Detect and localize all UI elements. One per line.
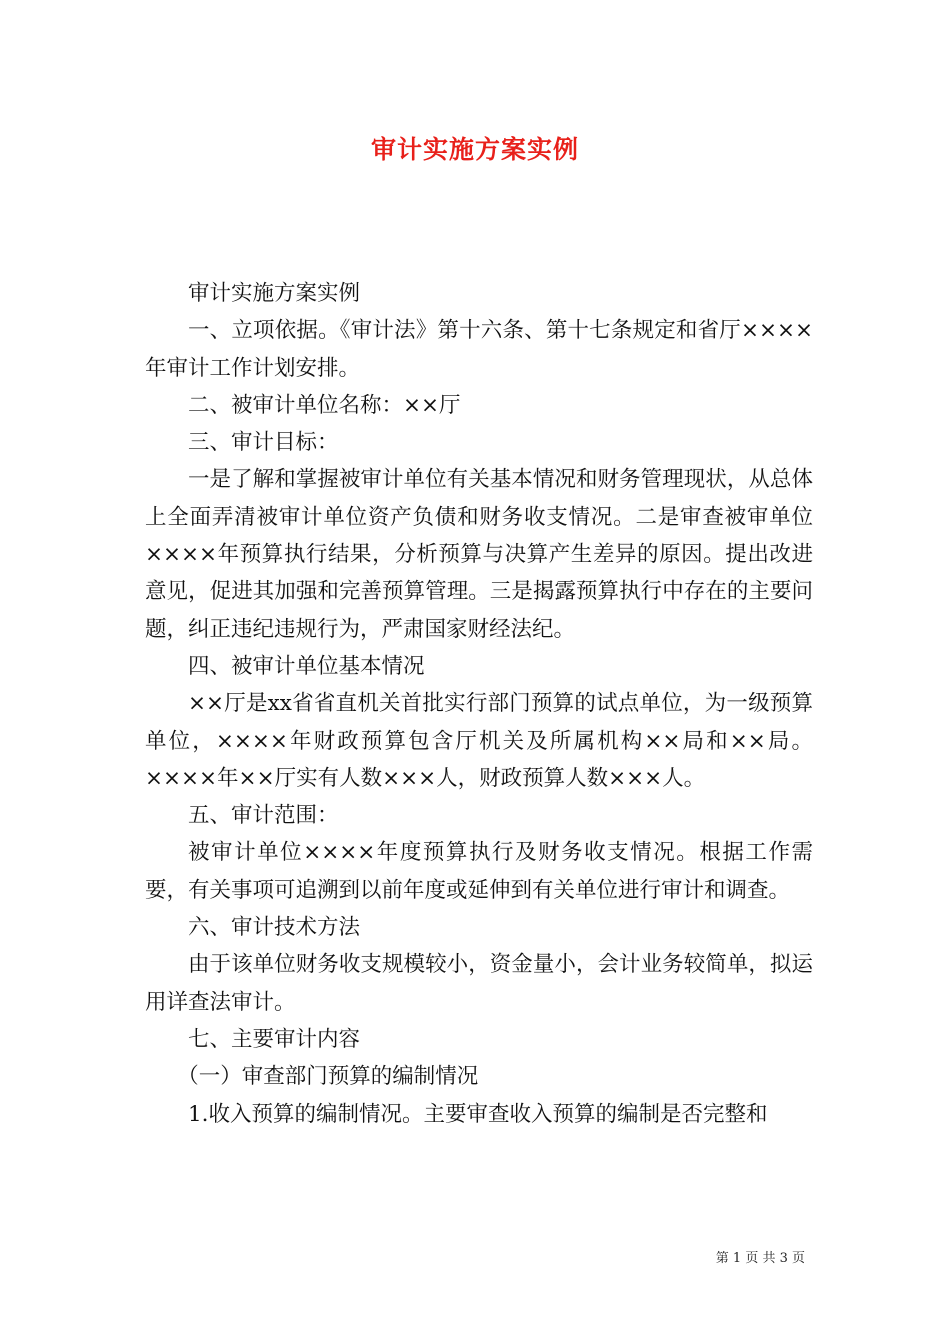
- paragraph-subsection-1: （一）审查部门预算的编制情况: [177, 1064, 479, 1090]
- paragraph-methods: 由于该单位财务收支规模较小，资金量小，会计业务较简单，拟运用详查法审计。: [145, 952, 813, 1015]
- paragraph-content-heading: 七、主要审计内容: [188, 1026, 361, 1052]
- paragraph-scope-heading: 五、审计范围：: [188, 803, 339, 829]
- paragraph-basic-info-heading: 四、被审计单位基本情况: [188, 653, 425, 679]
- paragraph-item-1: 1.收入预算的编制情况。主要审查收入预算的编制是否完整和: [188, 1101, 768, 1127]
- paragraph-basic-info: ××厅是xx省省直机关首批实行部门预算的试点单位，为一级预算单位，××××年财政预算包含厅机关及所属机构××局和××局。××××年××厅实有人数×××人，财政预算人数×××人。: [145, 691, 813, 791]
- paragraph-methods-heading: 六、审计技术方法: [188, 915, 361, 941]
- page-number: 第 1 页 共 3 页: [715, 1251, 805, 1266]
- paragraph-scope: 被审计单位××××年度预算执行及财务收支情况。根据工作需要，有关事项可追溯到以前年度或延伸到有关单位进行审计和调查。: [145, 840, 813, 903]
- paragraph-objectives: 一是了解和掌握被审计单位有关基本情况和财务管理现状，从总体上全面弄清被审计单位资产负债和财务收支情况。二是审查被审单位××××年预算执行结果，分析预算与决算产生差异的原因。提出改进意见，促进其加强和完善预算管理。三是揭露预算执行中存在的主要问题，纠正违纪违规行为，严肃国家财经法纪。: [145, 467, 813, 642]
- document-body: [145, 275, 813, 1133]
- document-title: 审计实施方案实例: [370, 135, 579, 164]
- paragraph-basis: 一、立项依据。《审计法》第十六条、第十七条规定和省厅××××年审计工作计划安排。: [145, 318, 813, 381]
- paragraph-objectives-heading: 三、审计目标：: [188, 430, 339, 456]
- paragraph-auditee-name: 二、被审计单位名称：××厅: [188, 392, 461, 418]
- paragraph-heading: 审计实施方案实例: [188, 281, 361, 306]
